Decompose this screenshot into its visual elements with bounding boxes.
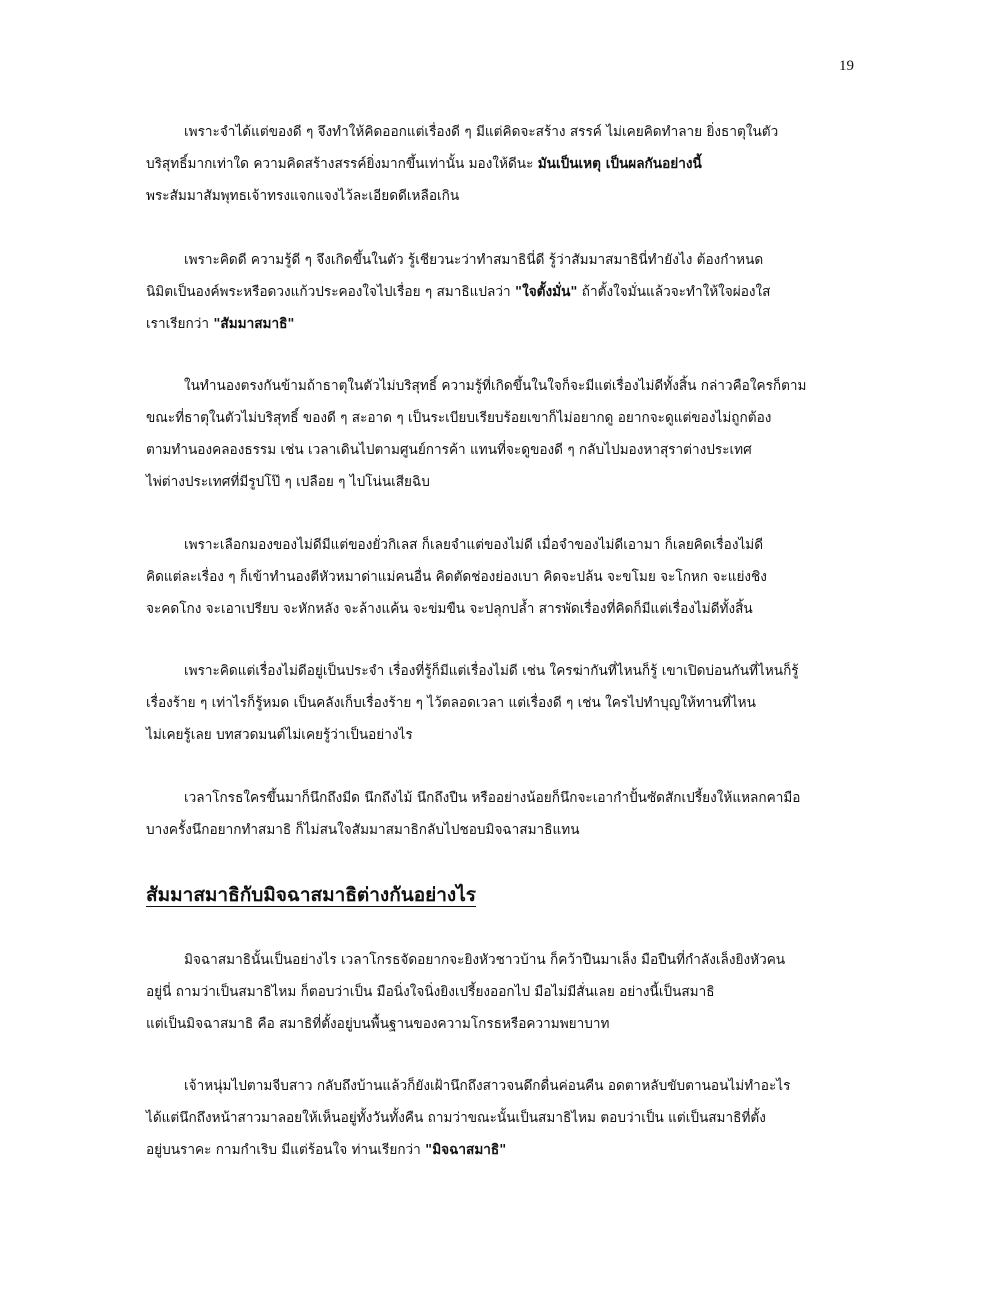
- text-run: อยู่นี่ ถามว่าเป็นสมาธิไหม ก็ตอบว่าเป็น มือนิ่งใจนิ่งยิงเปรี้ยงออกไป มือไม่มีสั่นเลย อย่างนี้เป็นสมาธิ: [146, 984, 715, 1000]
- text-line: [146, 314, 295, 334]
- text-run: ถ้าตั้งใจมั่นแล้วจะทำให้ใจผ่องใส: [577, 284, 771, 300]
- text-run: คิดแต่ละเรื่อง ๆ ก็เข้าทำนองตีหัวหมาด่าแม่คนอื่น คิดตัดช่องย่องเบา คิดจะปล้น จะขโมย จะโกหก จะแย่งชิง: [146, 569, 767, 585]
- text-run: ตามทำนองคลองธรรม เช่น เวลาเดินไปตามศูนย์การค้า แทนที่จะดูของดี ๆ กลับไปมองหาสุราต่างประเทศ: [146, 442, 752, 458]
- text-line: [184, 788, 800, 808]
- text-line: [146, 982, 715, 1002]
- text-line: [146, 693, 756, 713]
- text-run: ได้แต่นึกถึงหน้าสาวมาลอยให้เห็นอยู่ทั้งวันทั้งคืน ถามว่าขณะนั้นเป็นสมาธิไหม ตอบว่าเป็น แต่เป็นสมาธิที่ตั้ง: [146, 1110, 766, 1126]
- text-line: [184, 535, 763, 555]
- text-line: [146, 154, 702, 174]
- page-number: 19: [839, 58, 854, 74]
- text-run: เรื่องร้าย ๆ เท่าไรก็รู้หมด เป็นคลังเก็บเรื่องร้าย ๆ ไว้ตลอดเวลา แต่เรื่องดี ๆ เช่น ใครไปทำบุญให้ทานที่ไหน: [146, 695, 756, 711]
- text-run: ในทำนองตรงกันข้ามถ้าธาตุในตัวไม่บริสุทธิ์ ความรู้ที่เกิดขึ้นในใจก็จะมีแต่เรื่องไม่ดีทั้งสิ้น กล่าวคือใครก็ตาม: [184, 378, 807, 394]
- text-line: [146, 1014, 609, 1034]
- text-run: ขณะที่ธาตุในตัวไม่บริสุทธิ์ ของดี ๆ สะอาด ๆ เป็นระเบียบเรียบร้อยเขาก็ไม่อยากดู อยากจะดูแต่ของไม่ถูกต้อง: [146, 410, 772, 426]
- text-run: เจ้าหนุ่มไปตามจีบสาว กลับถึงบ้านแล้วก็ยังเฝ้านึกถึงสาวจนดึกดื่นค่อนคืน อดตาหลับขับตานอนไม่ทำอะไร: [184, 1078, 791, 1094]
- text-line: [184, 250, 763, 270]
- text-run: แต่เป็นมิจฉาสมาธิ คือ สมาธิที่ตั้งอยู่บนพื้นฐานของความโกรธหรือความพยาบาท: [146, 1016, 610, 1032]
- text-line: [146, 408, 771, 428]
- text-line: [146, 1140, 506, 1160]
- text-run: ไพ่ต่างประเทศที่มีรูปโป๊ ๆ เปลือย ๆ ไปโน่นเสียฉิบ: [146, 474, 430, 490]
- text-line: [146, 282, 770, 302]
- text-run: เพราะคิดดี ความรู้ดี ๆ จึงเกิดขึ้นในตัว รู้เชียวนะว่าทำสมาธินี่ดี รู้ว่าสัมมาสมาธินี่ทำยังไง ต้องกำหนด: [184, 252, 764, 268]
- text-line: [146, 820, 580, 840]
- text-line: [146, 472, 430, 492]
- text-line: [146, 440, 752, 460]
- text-run: มิจฉาสมาธินั้นเป็นอย่างไร เวลาโกรธจัดอยากจะยิงหัวชาวบ้าน ก็คว้าปืนมาเล็ง มือปืนที่กำลังเล็งยิงหัวคน: [184, 952, 786, 968]
- text-line: [146, 599, 753, 619]
- text-run: อยู่บนราคะ กามกำเริบ มีแต่ร้อนใจ ท่านเรียกว่า: [146, 1142, 426, 1158]
- bold-text-run: "มิจฉาสมาธิ": [425, 1142, 507, 1158]
- text-line: [146, 567, 767, 587]
- text-run: นิมิตเป็นองค์พระหรือดวงแก้วประคองใจไปเรื่อย ๆ สมาธิแปลว่า: [146, 284, 515, 300]
- text-line: [184, 122, 778, 142]
- bold-text-run: "ใจตั้งมั่น": [514, 284, 578, 300]
- text-run: เพราะเลือกมองของไม่ดีมีแต่ของยั่วกิเลส ก็เลยจำแต่ของไม่ดี เมื่อจำของไม่ดีเอามา ก็เลยคิดเรื่องไม่ดี: [184, 537, 764, 553]
- text-line: [146, 725, 413, 745]
- text-run: บางครั้งนึกอยากทำสมาธิ ก็ไม่สนใจสัมมาสมาธิกลับไปชอบมิจฉาสมาธิแทน: [146, 822, 580, 838]
- bold-text-run: มันเป็นเหตุ เป็นผลกันอย่างนี้: [537, 156, 702, 172]
- text-run: เวลาโกรธใครขึ้นมาก็นึกถึงมีด นึกถึงไม้ นึกถึงปืน หรืออย่างน้อยก็นึกจะเอากำปั้นซัดสักเปรี้ยงให้แหลกคามือ: [184, 790, 801, 806]
- text-line: [184, 950, 785, 970]
- text-run: เราเรียกว่า: [146, 316, 214, 332]
- text-run: ไม่เคยรู้เลย บทสวดมนต์ไม่เคยรู้ว่าเป็นอย่างไร: [146, 727, 413, 743]
- bold-text-run: "สัมมาสมาธิ": [213, 316, 295, 332]
- section-heading: สัมมาสมาธิกับมิจฉาสมาธิต่างกันอย่างไร: [146, 884, 476, 906]
- text-run: พระสัมมาสัมพุทธเจ้าทรงแจกแจงไว้ละเอียดดีเหลือเกิน: [146, 188, 460, 204]
- text-run: เพราะคิดแต่เรื่องไม่ดีอยู่เป็นประจำ เรื่องที่รู้ก็มีแต่เรื่องไม่ดี เช่น ใครฆ่ากันที่ไหนก็รู้ เขาเปิดบ่อนกันที่ไหนก็รู้: [184, 663, 799, 679]
- text-line: [146, 1108, 766, 1128]
- text-line: [184, 1076, 790, 1096]
- text-run: บริสุทธิ์มากเท่าใด ความคิดสร้างสรรค์ยิ่งมากขึ้นเท่านั้น มองให้ดีนะ: [146, 156, 538, 172]
- text-line: [184, 376, 807, 396]
- text-line: [146, 186, 459, 206]
- text-run: จะคดโกง จะเอาเปรียบ จะหักหลัง จะล้างแค้น จะข่มขืน จะปลุกปล้ำ สารพัดเรื่องที่คิดก็มีแต่เรื่องไม่ดีทั้งสิ้น: [146, 601, 753, 617]
- text-run: เพราะจำได้แต่ของดี ๆ จึงทำให้คิดออกแต่เรื่องดี ๆ มีแต่คิดจะสร้าง สรรค์ ไม่เคยคิดทำลาย ยิ่งธาตุในตัว: [184, 124, 779, 140]
- text-line: [184, 661, 799, 681]
